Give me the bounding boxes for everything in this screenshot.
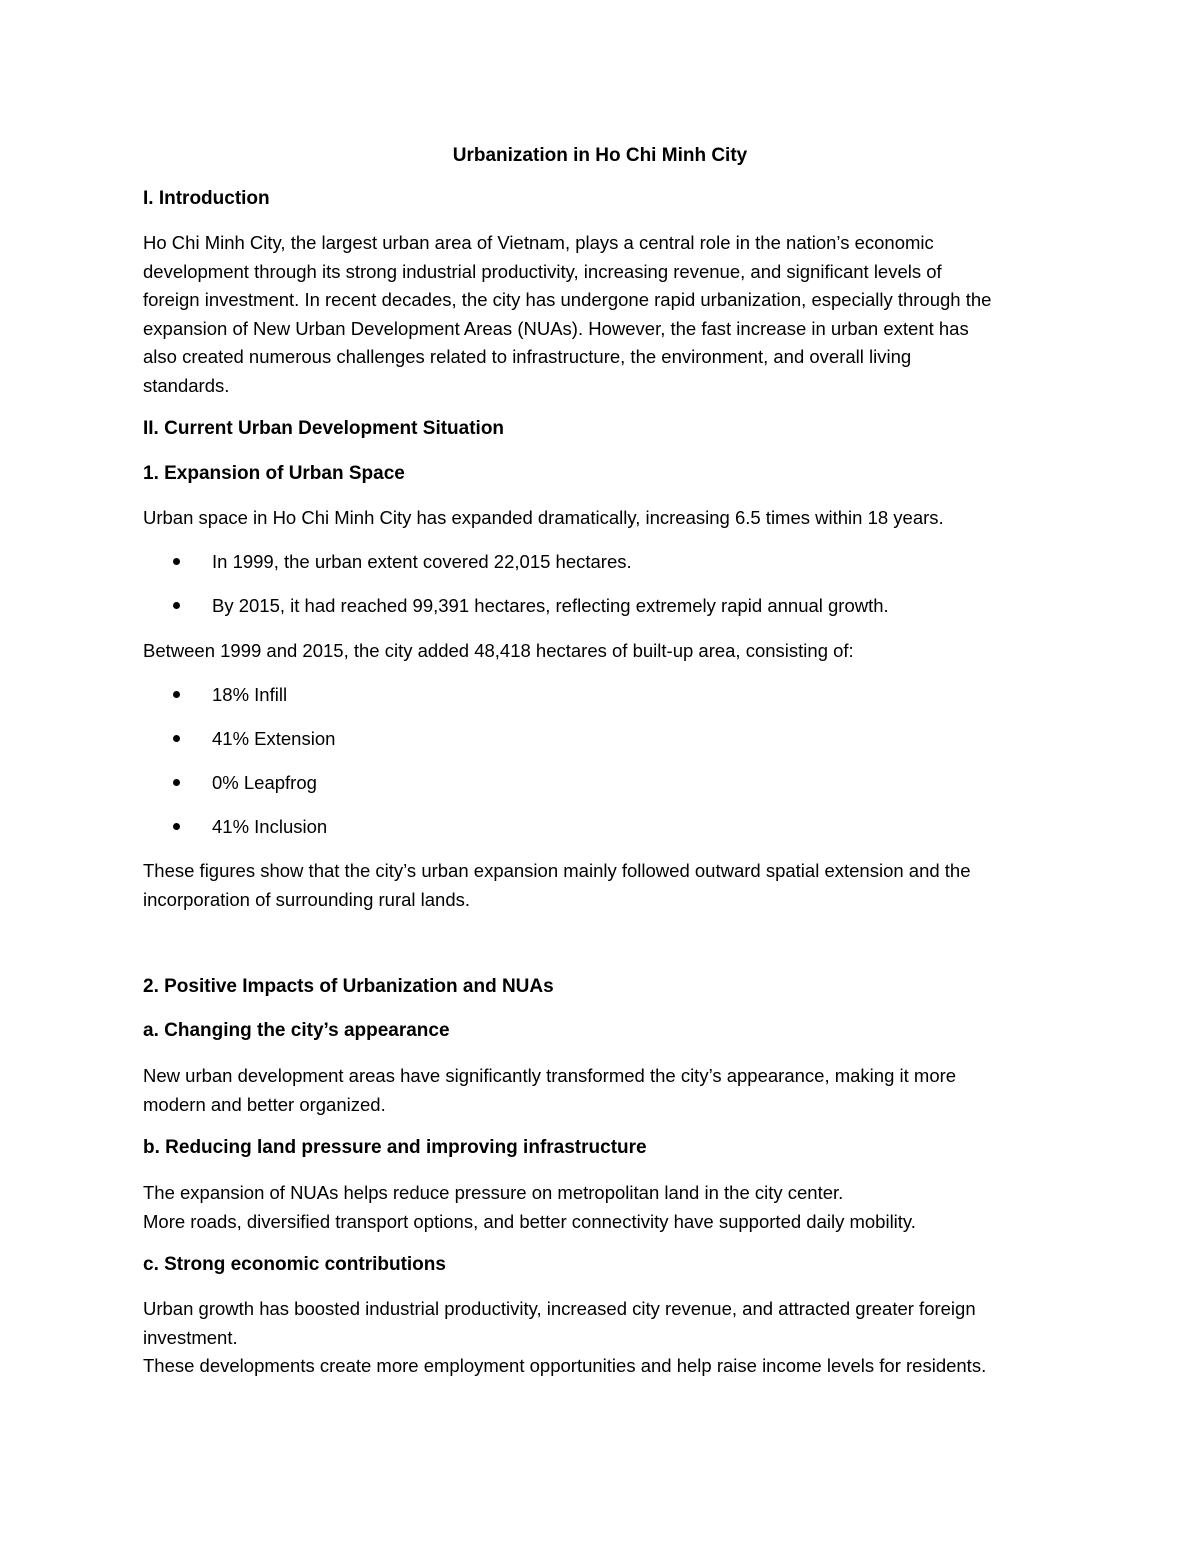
paragraph-line: foreign investment. In recent decades, the city has undergone rapid urbanization, especially through the: [143, 289, 992, 311]
land-pressure-paragraph: [143, 1179, 1063, 1236]
paragraph-line: These figures show that the city’s urban expansion mainly followed outward spatial extension and the: [143, 860, 971, 881]
paragraph-line: standards.: [143, 374, 230, 396]
list-item-text: In 1999, the urban extent covered 22,015 hectares.: [212, 551, 632, 572]
paragraph-line: development through its strong industrial productivity, increasing revenue, and significant levels of: [143, 260, 942, 282]
paragraph-line: expansion of New Urban Development Areas (NUAs). However, the fast increase in urban extent has: [143, 317, 969, 339]
list-item-text: 41% Extension: [212, 728, 336, 749]
heading-economic: c. Strong economic contributions: [143, 1254, 446, 1275]
heading-expansion: 1. Expansion of Urban Space: [143, 463, 405, 484]
economic-paragraph: [143, 1295, 1063, 1381]
paragraph-line: The expansion of NUAs helps reduce pressure on metropolitan land in the city center.: [143, 1182, 844, 1203]
paragraph-line: incorporation of surrounding rural lands.: [143, 888, 471, 910]
bullet-icon: [173, 602, 180, 609]
list-item-text: 41% Inclusion: [212, 816, 328, 837]
bullet-icon: [173, 779, 180, 786]
paragraph-line: investment.: [143, 1326, 238, 1348]
expansion-between: Between 1999 and 2015, the city added 48,418 hectares of built-up area, consisting of:: [143, 640, 854, 661]
list-item-text: 0% Leapfrog: [212, 772, 317, 793]
paragraph-line: Urban growth has boosted industrial productivity, increased city revenue, and attracted greater foreign: [143, 1298, 976, 1319]
heading-introduction: I. Introduction: [143, 188, 270, 209]
paragraph-line: More roads, diversified transport options, and better connectivity have supported daily mobility.: [143, 1210, 916, 1232]
bullet-icon: [173, 691, 180, 698]
paragraph-line: Ho Chi Minh City, the largest urban area of Vietnam, plays a central role in the nation’s economic: [143, 232, 934, 253]
bullet-icon: [173, 558, 180, 565]
paragraph-line: also created numerous challenges related to infrastructure, the environment, and overall living: [143, 346, 912, 368]
heading-current-situation: II. Current Urban Development Situation: [143, 418, 505, 439]
heading-land-pressure: b. Reducing land pressure and improving infrastructure: [143, 1137, 647, 1158]
expansion-summary: [143, 857, 1063, 914]
document-title: Urbanization in Ho Chi Minh City: [452, 145, 748, 166]
heading-positive-impacts: 2. Positive Impacts of Urbanization and NUAs: [143, 976, 554, 997]
list-item-text: By 2015, it had reached 99,391 hectares, reflecting extremely rapid annual growth.: [212, 595, 889, 616]
list-item-text: 18% Infill: [212, 684, 288, 705]
bullet-icon: [173, 735, 180, 742]
bullet-icon: [173, 823, 180, 830]
introduction-paragraph: [143, 229, 1063, 401]
appearance-paragraph: [143, 1062, 1063, 1119]
expansion-lead: Urban space in Ho Chi Minh City has expanded dramatically, increasing 6.5 times within 18 years.: [143, 507, 944, 528]
paragraph-line: These developments create more employment opportunities and help raise income levels for residents.: [143, 1355, 987, 1377]
heading-appearance: a. Changing the city’s appearance: [143, 1020, 450, 1041]
paragraph-line: New urban development areas have significantly transformed the city’s appearance, making it more: [143, 1065, 957, 1086]
paragraph-line: modern and better organized.: [143, 1093, 386, 1115]
